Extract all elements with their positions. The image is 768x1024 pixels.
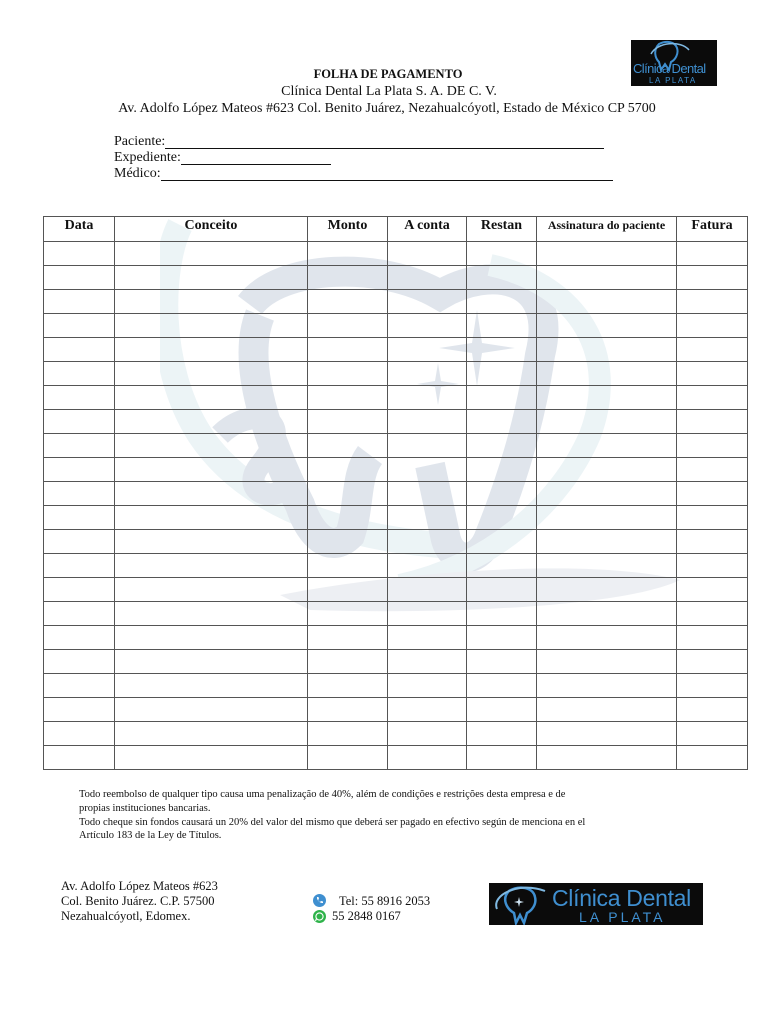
table-cell[interactable] [388, 242, 467, 266]
table-cell[interactable] [115, 650, 308, 674]
table-cell[interactable] [388, 674, 467, 698]
table-row [44, 314, 748, 338]
table-cell[interactable] [537, 626, 677, 650]
table-cell[interactable] [308, 458, 388, 482]
table-cell[interactable] [537, 674, 677, 698]
table-cell[interactable] [115, 674, 308, 698]
phone-icon [313, 894, 326, 907]
logo-title: Clínica Dental [633, 61, 706, 76]
table-cell[interactable] [308, 530, 388, 554]
column-header-amount: Monto [308, 217, 388, 242]
table-cell[interactable] [467, 722, 537, 746]
table-cell[interactable] [115, 482, 308, 506]
table-cell[interactable] [677, 434, 748, 458]
table-cell[interactable] [308, 602, 388, 626]
table-cell[interactable] [115, 506, 308, 530]
table-cell[interactable] [308, 290, 388, 314]
table-cell[interactable] [44, 386, 115, 410]
table-cell[interactable] [308, 506, 388, 530]
table-cell[interactable] [388, 410, 467, 434]
clinic-logo-bottom [489, 883, 703, 925]
payment-table [43, 216, 748, 770]
table-row [44, 650, 748, 674]
record-field [114, 150, 181, 166]
table-cell[interactable] [537, 650, 677, 674]
table-cell[interactable] [44, 314, 115, 338]
table-cell[interactable] [388, 338, 467, 362]
table-header-row [44, 217, 748, 242]
table-cell[interactable] [308, 434, 388, 458]
table-cell[interactable] [44, 722, 115, 746]
table-cell[interactable] [388, 530, 467, 554]
table-cell[interactable] [467, 314, 537, 338]
table-cell[interactable] [537, 602, 677, 626]
table-cell[interactable] [308, 722, 388, 746]
table-cell[interactable] [115, 746, 308, 770]
table-row [44, 338, 748, 362]
table-body [44, 242, 748, 770]
table-cell[interactable] [44, 626, 115, 650]
table-cell[interactable] [388, 386, 467, 410]
clinic-address: Av. Adolfo López Mateos #623 Col. Benito Juárez, Nezahualcóyotl, Estado de México CP 5700 [118, 101, 656, 116]
check-note-line1: Todo cheque sin fondos causará un 20% del valor del mismo que deberá ser pagado en efectivo según de menciona en el [79, 817, 586, 828]
record-input-line[interactable] [181, 164, 331, 165]
table-cell[interactable] [388, 290, 467, 314]
table-cell[interactable] [308, 362, 388, 386]
column-header-concept: Conceito [115, 217, 308, 242]
table-cell[interactable] [537, 746, 677, 770]
column-header-payment: A conta [388, 217, 467, 242]
patient-field [114, 134, 165, 150]
table-cell[interactable] [388, 554, 467, 578]
table-cell[interactable] [44, 602, 115, 626]
table-cell[interactable] [115, 554, 308, 578]
table-cell[interactable] [115, 266, 308, 290]
table-cell[interactable] [388, 506, 467, 530]
table-cell[interactable] [537, 362, 677, 386]
table-cell[interactable] [537, 578, 677, 602]
table-cell[interactable] [308, 410, 388, 434]
table-row [44, 482, 748, 506]
table-cell[interactable] [44, 458, 115, 482]
table-cell[interactable] [467, 290, 537, 314]
table-cell[interactable] [677, 362, 748, 386]
clinic-name: Clínica Dental La Plata S. A. DE C. V. [281, 84, 497, 99]
table-cell[interactable] [115, 722, 308, 746]
refund-note-line2: propias instituciones bancarias. [79, 803, 211, 814]
patient-input-line[interactable] [165, 148, 604, 149]
table-cell[interactable] [677, 722, 748, 746]
table-cell[interactable] [115, 698, 308, 722]
logo-title: Clínica Dental [552, 885, 691, 911]
table-cell[interactable] [308, 314, 388, 338]
document-title: FOLHA DE PAGAMENTO [313, 67, 463, 81]
table-cell[interactable] [677, 242, 748, 266]
table-cell[interactable] [677, 482, 748, 506]
check-note-line2: Artículo 183 de la Ley de Títulos. [79, 830, 222, 841]
table-cell[interactable] [308, 746, 388, 770]
table-cell[interactable] [115, 626, 308, 650]
table-cell[interactable] [467, 242, 537, 266]
table-cell[interactable] [115, 290, 308, 314]
table-cell[interactable] [467, 578, 537, 602]
table-cell[interactable] [677, 266, 748, 290]
record-label: Expediente: [114, 150, 181, 165]
table-cell[interactable] [537, 314, 677, 338]
table-cell[interactable] [115, 458, 308, 482]
table-cell[interactable] [308, 338, 388, 362]
table-cell[interactable] [388, 578, 467, 602]
table-cell[interactable] [44, 434, 115, 458]
table-cell[interactable] [467, 482, 537, 506]
table-cell[interactable] [44, 506, 115, 530]
table-cell[interactable] [467, 338, 537, 362]
table-row [44, 386, 748, 410]
table-cell[interactable] [44, 362, 115, 386]
doctor-label: Médico: [114, 166, 161, 181]
table-cell[interactable] [467, 458, 537, 482]
table-cell[interactable] [537, 410, 677, 434]
whatsapp-icon [313, 910, 326, 923]
table-cell[interactable] [677, 746, 748, 770]
table-cell[interactable] [115, 242, 308, 266]
table-cell[interactable] [308, 554, 388, 578]
table-cell[interactable] [537, 242, 677, 266]
table-cell[interactable] [115, 602, 308, 626]
table-cell[interactable] [44, 266, 115, 290]
table-cell[interactable] [537, 386, 677, 410]
table-cell[interactable] [677, 578, 748, 602]
table-cell[interactable] [467, 386, 537, 410]
table-cell[interactable] [115, 578, 308, 602]
table-cell[interactable] [308, 698, 388, 722]
table-cell[interactable] [388, 362, 467, 386]
table-cell[interactable] [677, 290, 748, 314]
table-cell[interactable] [308, 242, 388, 266]
table-cell[interactable] [44, 746, 115, 770]
column-header-invoice: Fatura [677, 217, 748, 242]
table-row [44, 242, 748, 266]
table-cell[interactable] [44, 338, 115, 362]
table-cell[interactable] [44, 698, 115, 722]
table-cell[interactable] [308, 266, 388, 290]
table-cell[interactable] [388, 314, 467, 338]
table-cell[interactable] [115, 338, 308, 362]
table-cell[interactable] [537, 554, 677, 578]
table-cell[interactable] [537, 290, 677, 314]
table-cell[interactable] [537, 482, 677, 506]
refund-note-line1: Todo reembolso de qualquer tipo causa uma penalização de 40%, além de condições e restrições desta empresa e de [79, 789, 566, 800]
table-row [44, 458, 748, 482]
table-cell[interactable] [467, 698, 537, 722]
table-cell[interactable] [467, 530, 537, 554]
table-cell[interactable] [677, 674, 748, 698]
footer-address-line1: Av. Adolfo López Mateos #623 [61, 879, 218, 893]
table-cell[interactable] [308, 578, 388, 602]
table-cell[interactable] [537, 698, 677, 722]
table-cell[interactable] [388, 458, 467, 482]
table-row [44, 746, 748, 770]
table-cell[interactable] [677, 410, 748, 434]
table-cell[interactable] [467, 506, 537, 530]
table-cell[interactable] [308, 626, 388, 650]
table-cell[interactable] [115, 362, 308, 386]
table-row [44, 554, 748, 578]
table-cell[interactable] [677, 458, 748, 482]
column-header-date: Data [44, 217, 115, 242]
table-cell[interactable] [44, 290, 115, 314]
table-cell[interactable] [677, 314, 748, 338]
table-cell[interactable] [467, 674, 537, 698]
footer-whatsapp: 55 2848 0167 [332, 909, 401, 923]
table-cell[interactable] [115, 434, 308, 458]
table-cell[interactable] [677, 338, 748, 362]
table-cell[interactable] [467, 626, 537, 650]
table-cell[interactable] [388, 650, 467, 674]
table-cell[interactable] [677, 602, 748, 626]
table-cell[interactable] [388, 482, 467, 506]
table-cell[interactable] [467, 266, 537, 290]
table-cell[interactable] [677, 386, 748, 410]
table-cell[interactable] [388, 266, 467, 290]
table-cell[interactable] [308, 674, 388, 698]
table-cell[interactable] [537, 506, 677, 530]
table-cell[interactable] [467, 362, 537, 386]
table-cell[interactable] [677, 530, 748, 554]
table-cell[interactable] [677, 506, 748, 530]
footer-phone: Tel: 55 8916 2053 [339, 894, 431, 908]
table-cell[interactable] [44, 554, 115, 578]
table-cell[interactable] [467, 602, 537, 626]
table-cell[interactable] [537, 458, 677, 482]
footer-address-line3: Nezahualcóyotl, Edomex. [61, 909, 191, 923]
table-cell[interactable] [677, 554, 748, 578]
table-row [44, 674, 748, 698]
table-cell[interactable] [467, 410, 537, 434]
table-cell[interactable] [388, 746, 467, 770]
table-cell[interactable] [44, 482, 115, 506]
table-cell[interactable] [44, 530, 115, 554]
table-row [44, 578, 748, 602]
column-header-remaining: Restan [467, 217, 537, 242]
table-row [44, 266, 748, 290]
table-cell[interactable] [308, 482, 388, 506]
table-cell[interactable] [537, 266, 677, 290]
table-cell[interactable] [115, 386, 308, 410]
table-row [44, 410, 748, 434]
table-cell[interactable] [115, 530, 308, 554]
doctor-input-line[interactable] [161, 180, 613, 181]
table-row [44, 362, 748, 386]
table-cell[interactable] [44, 674, 115, 698]
table-cell[interactable] [467, 554, 537, 578]
table-row [44, 530, 748, 554]
payment-table-container [43, 216, 747, 774]
table-cell[interactable] [388, 722, 467, 746]
table-cell[interactable] [388, 698, 467, 722]
table-cell[interactable] [388, 434, 467, 458]
table-cell[interactable] [537, 338, 677, 362]
table-row [44, 506, 748, 530]
table-row [44, 602, 748, 626]
table-row [44, 434, 748, 458]
table-cell[interactable] [44, 410, 115, 434]
table-cell[interactable] [467, 650, 537, 674]
table-cell[interactable] [308, 650, 388, 674]
table-cell[interactable] [677, 626, 748, 650]
table-cell[interactable] [537, 530, 677, 554]
table-cell[interactable] [44, 578, 115, 602]
table-cell[interactable] [467, 746, 537, 770]
table-row [44, 722, 748, 746]
table-cell[interactable] [44, 242, 115, 266]
table-cell[interactable] [537, 434, 677, 458]
logo-subtitle: LA PLATA [649, 76, 697, 85]
patient-label: Paciente: [114, 134, 166, 149]
footer-address-line2: Col. Benito Juárez. C.P. 57500 [61, 894, 215, 908]
table-cell[interactable] [115, 410, 308, 434]
logo-subtitle: LA PLATA [579, 909, 666, 925]
table-cell[interactable] [677, 650, 748, 674]
table-row [44, 290, 748, 314]
column-header-signature: Assinatura do paciente [537, 217, 677, 242]
table-cell[interactable] [537, 722, 677, 746]
table-cell[interactable] [115, 314, 308, 338]
table-cell[interactable] [388, 626, 467, 650]
table-cell[interactable] [467, 434, 537, 458]
table-row [44, 626, 748, 650]
table-cell[interactable] [677, 698, 748, 722]
table-row [44, 698, 748, 722]
table-cell[interactable] [308, 386, 388, 410]
table-cell[interactable] [388, 602, 467, 626]
doctor-field [114, 166, 161, 182]
table-cell[interactable] [44, 650, 115, 674]
